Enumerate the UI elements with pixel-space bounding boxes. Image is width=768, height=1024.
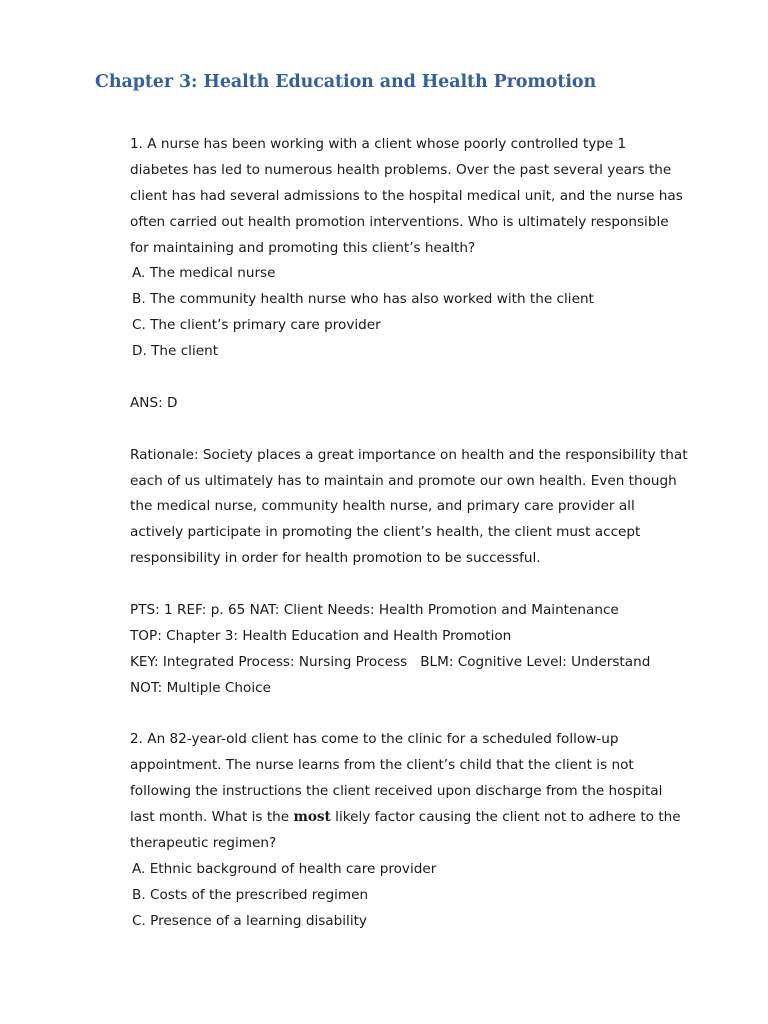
question-1-option-d: D. The client <box>132 343 219 360</box>
emphasis-most: most <box>293 809 331 826</box>
question-2-stem-line: 2. An 82-year-old client has come to the clinic for a scheduled follow-up <box>130 731 619 748</box>
question-1-stem-line: often carried out health promotion interventions. Who is ultimately responsible <box>130 213 669 230</box>
question-1-stem <box>130 132 710 261</box>
stem-text: last month. What is the <box>130 809 294 826</box>
question-1-option-c: C. The client’s primary care provider <box>132 317 381 334</box>
chapter-title: Chapter 3: Health Education and Health Promotion <box>95 72 597 92</box>
question-1-rationale <box>130 443 710 572</box>
rationale-line: each of us ultimately has to maintain and promote our own health. Even though <box>130 472 677 489</box>
metadata-line: TOP: Chapter 3: Health Education and Health Promotion <box>130 627 512 644</box>
question-1 <box>130 132 710 702</box>
question-1-option-a: A. The medical nurse <box>132 265 276 282</box>
rationale-line: responsibility in order for health promotion to be successful. <box>130 550 541 567</box>
question-1-stem-line: for maintaining and promoting this client’s health? <box>130 239 476 256</box>
metadata-line: PTS: 1 REF: p. 65 NAT: Client Needs: Health Promotion and Maintenance <box>130 602 619 619</box>
question-1-stem-line: client has had several admissions to the hospital medical unit, and the nurse has <box>130 187 683 204</box>
rationale-line: Rationale: Society places a great importance on health and the responsibility that <box>130 446 688 463</box>
metadata-line: KEY: Integrated Process: Nursing Process BLM: Cognitive Level: Understand <box>130 653 651 670</box>
question-1-option-b: B. The community health nurse who has also worked with the client <box>132 291 594 308</box>
question-1-answer: ANS: D <box>130 394 178 411</box>
question-2-option-a: A. Ethnic background of health care provider <box>132 860 437 877</box>
document-body <box>130 132 710 935</box>
question-2-option-c: C. Presence of a learning disability <box>132 912 367 929</box>
question-2-option-b: B. Costs of the prescribed regimen <box>132 886 369 903</box>
spacer <box>130 417 710 443</box>
question-2-options <box>130 857 710 935</box>
spacer <box>130 572 710 598</box>
question-1-stem-line: diabetes has led to numerous health problems. Over the past several years the <box>130 161 672 178</box>
spacer <box>130 365 710 391</box>
question-1-stem-line: 1. A nurse has been working with a client whose poorly controlled type 1 <box>130 136 627 152</box>
question-1-options <box>130 261 710 365</box>
spacer <box>130 702 710 728</box>
question-1-metadata <box>130 598 710 702</box>
question-2-stem <box>130 727 710 856</box>
rationale-line: the medical nurse, community health nurse, and primary care provider all <box>130 498 635 515</box>
metadata-line: NOT: Multiple Choice <box>130 679 271 696</box>
rationale-line: actively participate in promoting the client’s health, the client must accept <box>130 524 641 541</box>
question-2 <box>130 727 710 934</box>
question-2-stem-line <box>130 805 710 831</box>
question-2-stem-line: following the instructions the client received upon discharge from the hospital <box>130 783 663 800</box>
question-2-stem-line: appointment. The nurse learns from the client’s child that the client is not <box>130 757 634 774</box>
question-2-stem-line: therapeutic regimen? <box>130 835 277 852</box>
stem-text: likely factor causing the client not to adhere to the <box>330 809 681 826</box>
